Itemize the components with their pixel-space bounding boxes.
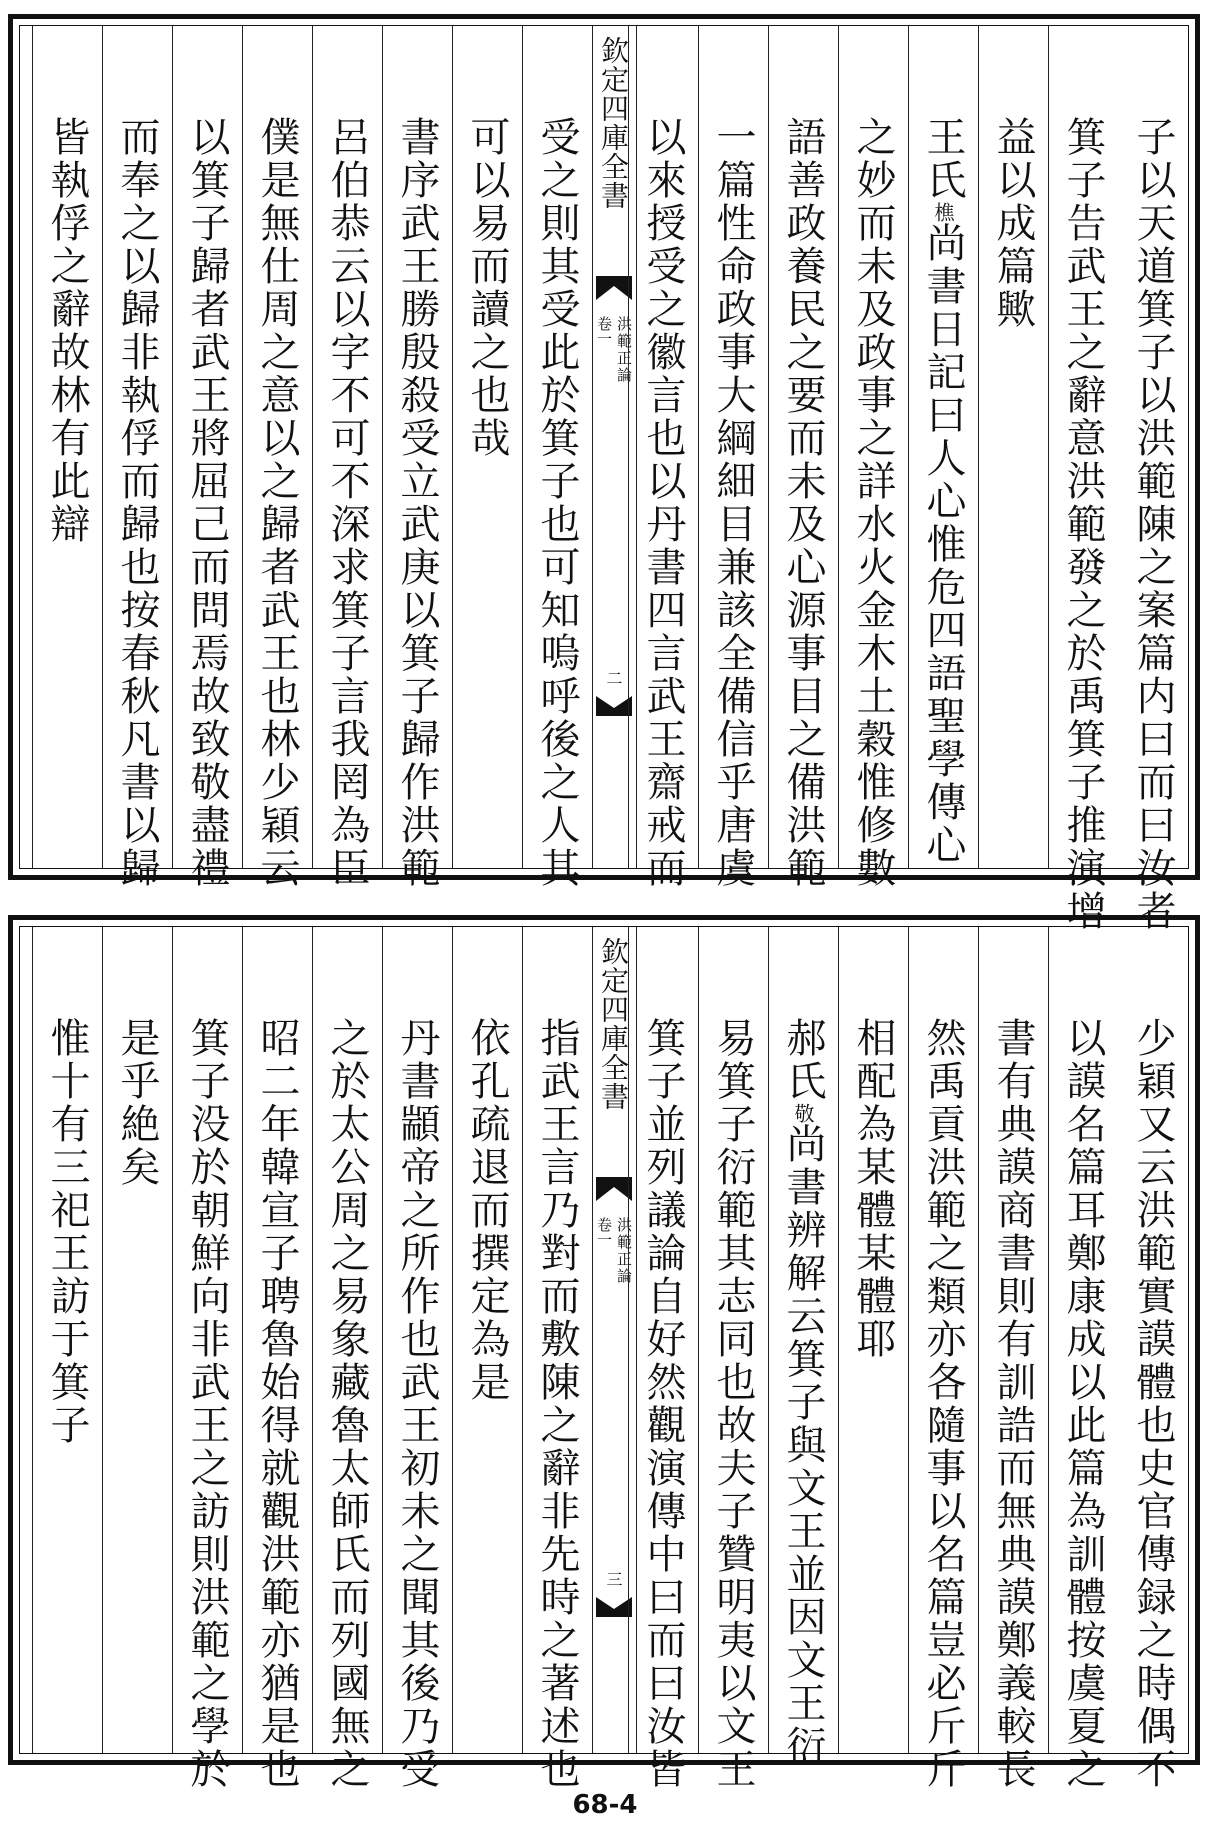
column-text [523, 116, 592, 890]
column-body: 易箕子衍範其志同也故夫子贊明夷以文王 [710, 1017, 756, 1791]
column-body: 少穎又云洪範實謨體也史官傳録之時偶不 [1130, 1017, 1176, 1791]
column-text [769, 116, 838, 890]
column-text [1049, 116, 1118, 933]
column-lead: 郝氏 [780, 1017, 826, 1103]
column-body: 之於太公周之易象藏魯太師氏而列國無之 [324, 1017, 370, 1791]
fishtail-mark-lower-icon [596, 1597, 632, 1617]
gutter-title: 欽定四庫全書 [597, 937, 630, 1111]
column-text [383, 116, 452, 890]
column-body: 以來授受之徽言也以丹書四言武王齋戒而 [640, 116, 686, 890]
column-text [33, 1017, 102, 1447]
column-body: 可以易而讀之也哉 [464, 116, 510, 460]
text-column [628, 26, 698, 890]
column-text [769, 1017, 838, 1768]
text-column [838, 26, 908, 890]
gutter-volume: 卷一 [595, 1217, 613, 1247]
fishtail-mark-icon [596, 276, 632, 300]
text-column [768, 927, 838, 1768]
text-column [768, 26, 838, 890]
gutter-page-number: 三 [606, 1570, 623, 1589]
text-column [698, 26, 768, 890]
column-text [839, 116, 908, 890]
text-column [32, 927, 102, 1753]
column-text [103, 116, 172, 890]
text-column [32, 26, 102, 868]
fishtail-mark-icon [596, 1177, 632, 1201]
gutter-book-title: 洪範正論 [615, 1217, 633, 1285]
column-lead: 王氏 [920, 116, 966, 202]
text-column [908, 26, 978, 868]
interlinear-note: 樵 [931, 202, 955, 222]
column-body: 受之則其受此於箕子也可知嗚呼後之人其 [534, 116, 580, 890]
column-text [629, 116, 698, 890]
text-column [452, 927, 522, 1753]
column-body: 依孔疏退而撰定為是 [464, 1017, 510, 1404]
text-column [1048, 26, 1118, 933]
text-column [242, 26, 312, 890]
column-text [1118, 116, 1188, 933]
column-text [1118, 1017, 1188, 1791]
column-body: 箕子並列議論自好然觀演傳中曰而曰汝皆 [640, 1017, 686, 1791]
column-body: 相配為某體某體耶 [850, 1017, 896, 1361]
interlinear-note: 敬 [791, 1103, 815, 1123]
text-column [978, 927, 1048, 1791]
column-text [909, 116, 978, 867]
text-column [838, 927, 908, 1753]
column-body: 是乎絶矣 [114, 1017, 160, 1189]
gutter-page-number: 二 [606, 669, 623, 688]
column-body: 昭二年韓宣子聘魯始得就觀洪範亦猶是也 [254, 1017, 300, 1791]
column-text [699, 1017, 768, 1791]
text-column [102, 927, 172, 1753]
column-body: 益以成篇歟 [990, 116, 1036, 331]
column-text [33, 116, 102, 546]
text-column [102, 26, 172, 890]
column-body: 僕是無仕周之意以之歸者武王也林少穎云 [254, 116, 300, 890]
column-text [1049, 1017, 1118, 1791]
column-body: 然禹貢洪範之類亦各隨事以名篇豈必斤斤 [920, 1017, 966, 1791]
text-column [1118, 927, 1188, 1791]
column-body: 語善政養民之要而未及心源事目之備洪範 [780, 116, 826, 890]
column-text [173, 116, 242, 890]
column-body: 丹書顓帝之所作也武王初未之聞其後乃受 [394, 1017, 440, 1791]
text-column [522, 927, 592, 1791]
text-column [312, 26, 382, 890]
column-text [629, 1017, 698, 1791]
gutter-title: 欽定四庫全書 [597, 36, 630, 210]
gutter-volume: 卷一 [595, 316, 613, 346]
page-frame-top [19, 25, 1189, 933]
text-column [698, 927, 768, 1791]
column-body: 書有典謨商書則有訓誥而無典謨鄭義較長 [990, 1017, 1036, 1791]
text-column [172, 26, 242, 890]
text-column [382, 26, 452, 890]
column-text [699, 116, 768, 890]
column-text [243, 116, 312, 890]
text-column [522, 26, 592, 890]
column-body: 子以天道箕子以洪範陳之案篇内曰而曰汝者 [1130, 116, 1176, 933]
column-body: 以謨名篇耳鄭康成以此篇為訓體按虞夏之 [1060, 1017, 1106, 1791]
text-column [628, 927, 698, 1791]
column-text [453, 116, 522, 460]
column-text [383, 1017, 452, 1791]
column-body: 尚書辨解云箕子與文王並因文王衍 [780, 1123, 826, 1768]
column-text [453, 1017, 522, 1404]
column-text [103, 1017, 172, 1189]
text-column [1048, 927, 1118, 1791]
column-text [243, 1017, 312, 1791]
book-page-top [8, 14, 1200, 933]
column-body: 皆執俘之辭故林有此辯 [44, 116, 90, 546]
column-body: 書序武王勝殷殺受立武庚以箕子歸作洪範 [394, 116, 440, 890]
column-text [979, 116, 1048, 331]
column-text [313, 116, 382, 890]
column-text [523, 1017, 592, 1791]
fishtail-mark-lower-icon [596, 696, 632, 716]
column-text [979, 1017, 1048, 1791]
text-column [908, 927, 978, 1791]
column-body: 而奉之以歸非執俘而歸也按春秋凡書以歸 [114, 116, 160, 890]
text-column [1118, 26, 1188, 933]
column-body: 指武王言乃對而敷陳之辭非先時之著述也 [534, 1017, 580, 1791]
book-page-bottom [8, 915, 1200, 1791]
text-column [978, 26, 1048, 868]
page-frame-bottom [19, 926, 1189, 1791]
column-body: 一篇性命政事大綱細目兼該全備信乎唐虞 [710, 116, 756, 890]
page-footer-label: 68-4 [572, 1790, 638, 1820]
column-body: 箕子没於朝鮮向非武王之訪則洪範之學於 [184, 1017, 230, 1791]
column-text [173, 1017, 242, 1791]
column-body: 以箕子歸者武王將屈己而問焉故致敬盡禮 [184, 116, 230, 890]
column-body: 尚書日記曰人心惟危四語聖學傳心 [920, 222, 966, 867]
column-text [313, 1017, 382, 1791]
text-column [242, 927, 312, 1791]
text-column [452, 26, 522, 868]
column-text [909, 1017, 978, 1791]
column-body: 之妙而未及政事之詳水火金木土穀惟修數 [850, 116, 896, 890]
column-body: 惟十有三祀王訪于箕子 [44, 1017, 90, 1447]
column-text [839, 1017, 908, 1361]
text-column [382, 927, 452, 1791]
column-body: 呂伯恭云以字不可不深求箕子言我罔為臣 [324, 116, 370, 890]
text-column [312, 927, 382, 1791]
gutter-book-title: 洪範正論 [615, 316, 633, 384]
text-column [172, 927, 242, 1791]
column-body: 箕子告武王之辭意洪範發之於禹箕子推演增 [1060, 116, 1106, 933]
